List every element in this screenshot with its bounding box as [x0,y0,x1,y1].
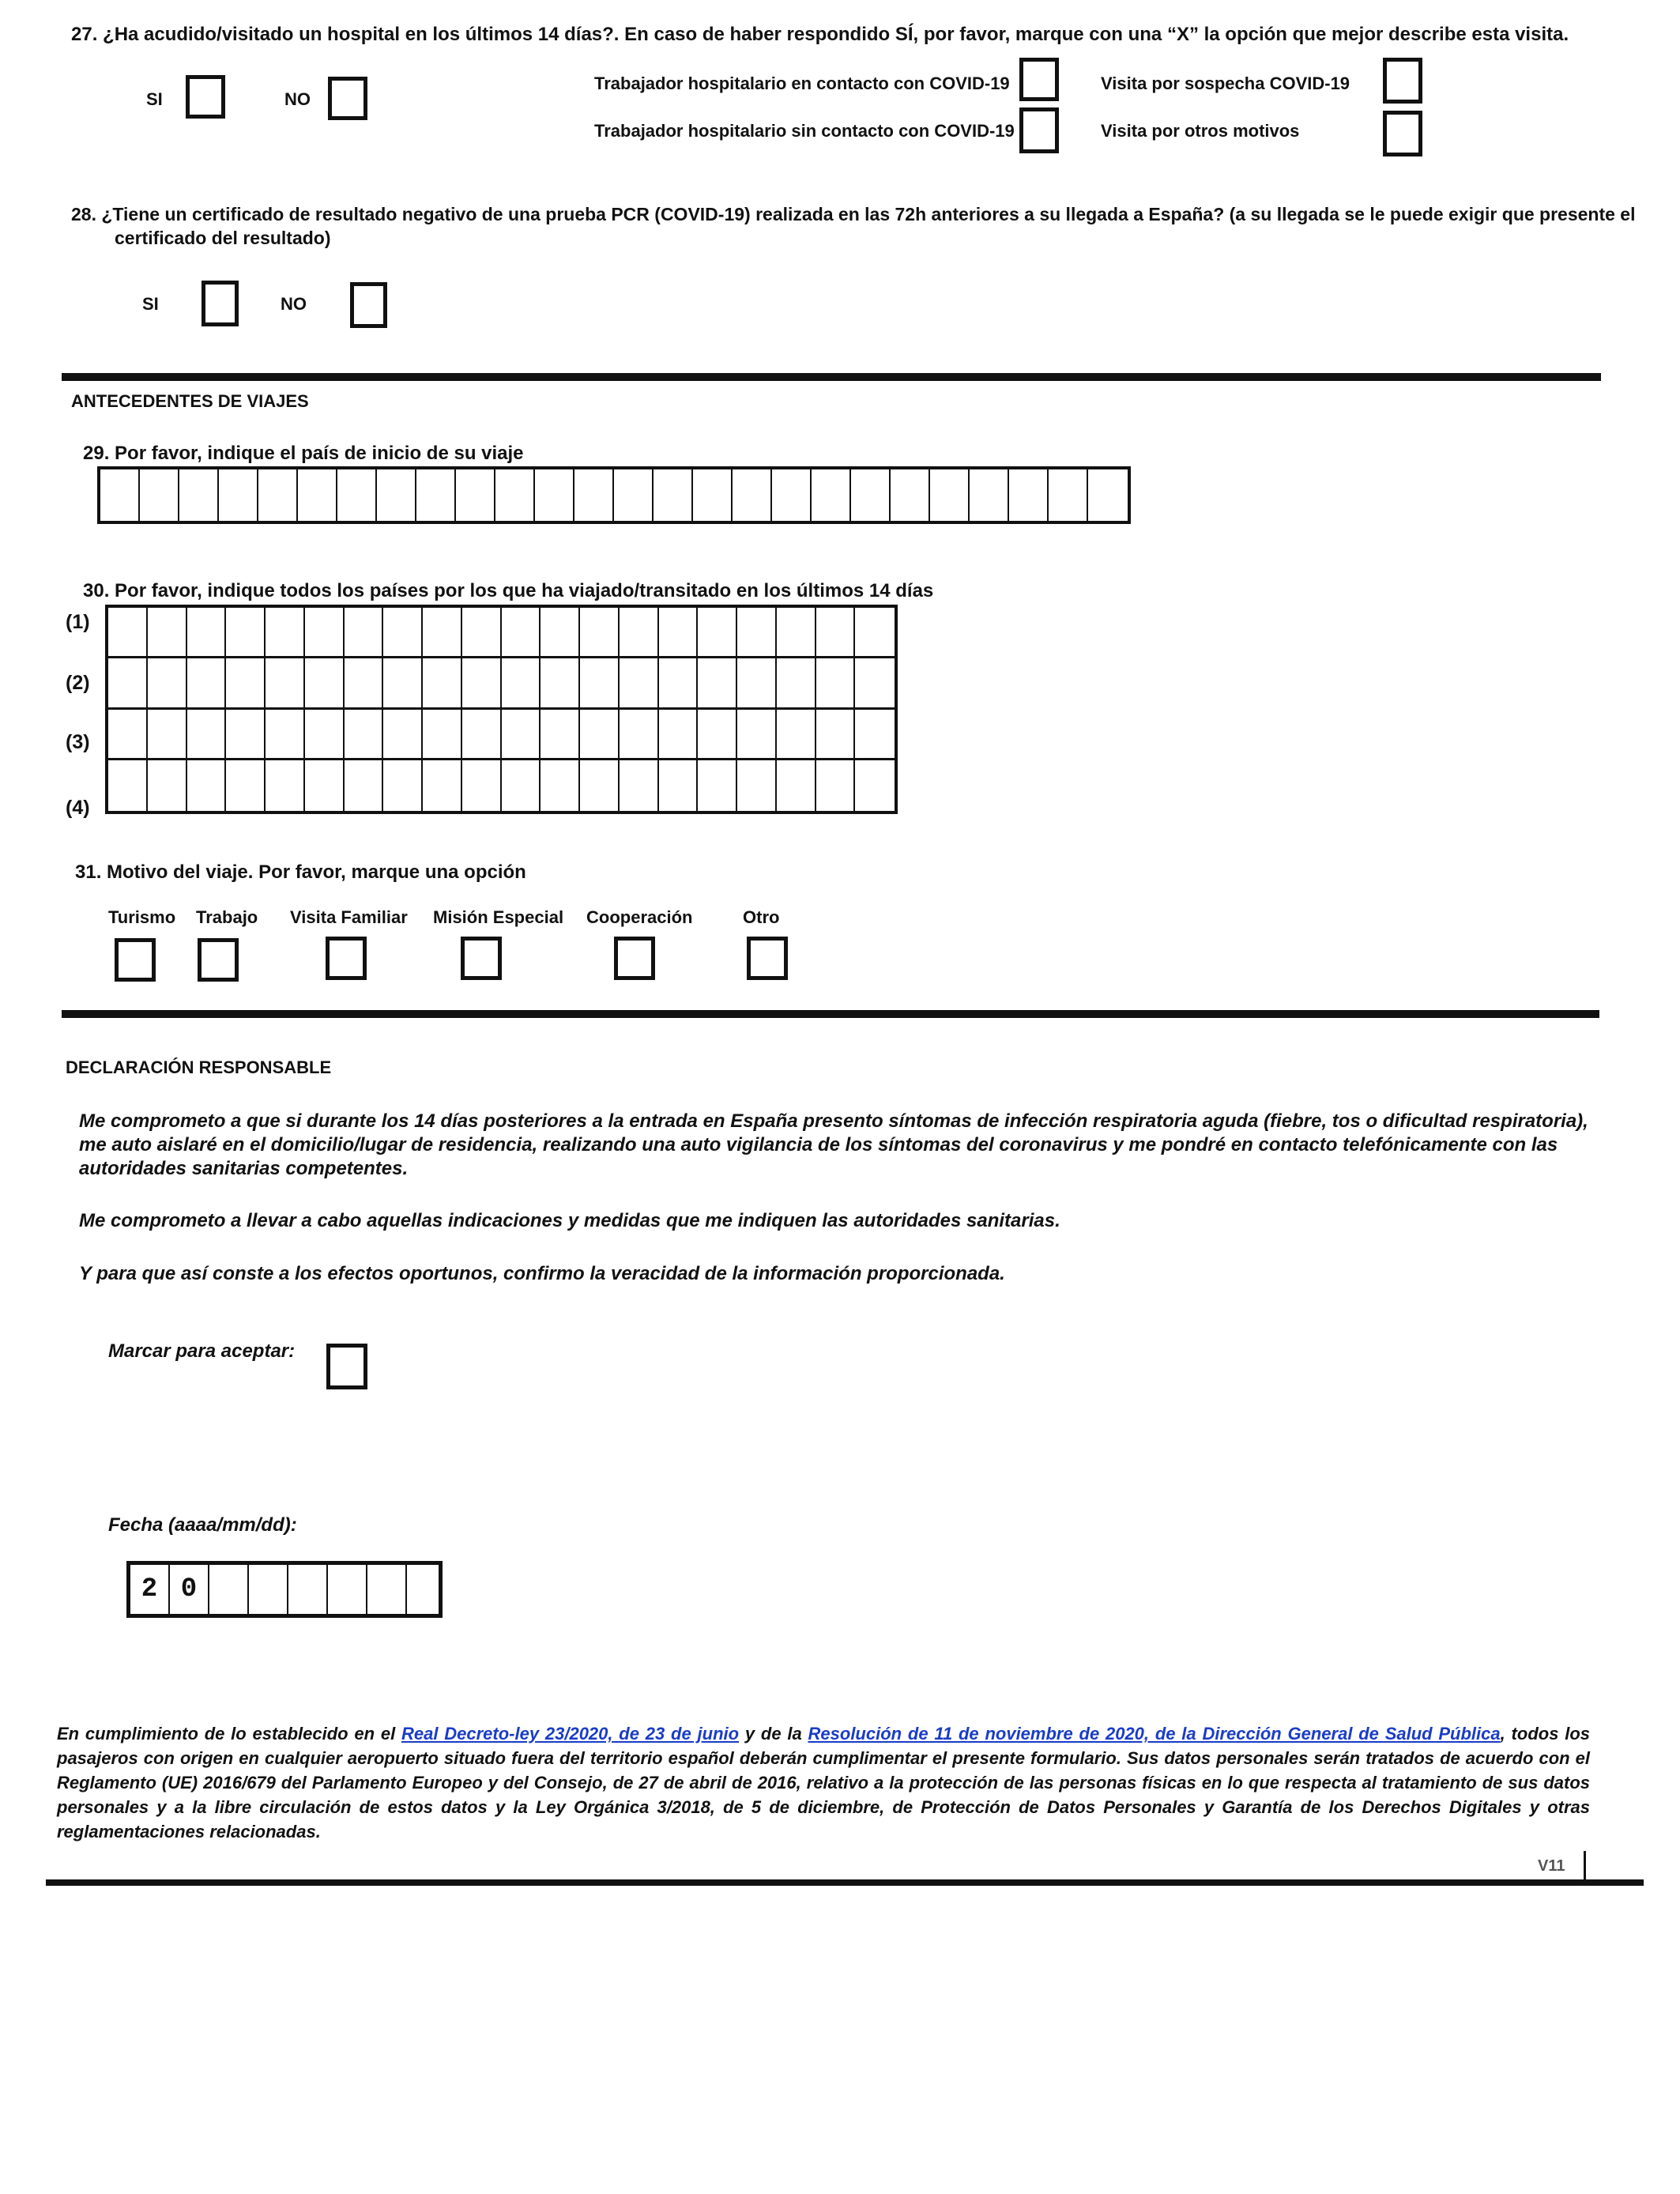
reason-label-cooperation: Cooperación [586,907,693,927]
letter-box[interactable] [659,658,699,707]
q30-row-label-4: (4) [66,797,90,819]
letter-box[interactable] [148,608,187,656]
date-digit [328,1565,367,1614]
reason-checkbox-work[interactable] [198,938,239,982]
reason-label-tourism: Turismo [108,907,176,927]
letter-box[interactable] [148,658,187,707]
letter-box[interactable] [179,469,219,521]
letter-box[interactable] [502,710,541,758]
letter-box[interactable] [737,760,777,811]
legal-text-part2: y de la [739,1724,808,1744]
letter-box[interactable] [737,710,777,758]
letter-box[interactable] [1009,469,1049,521]
letter-box[interactable] [580,608,620,656]
letter-box[interactable] [1088,469,1128,521]
letter-box[interactable] [541,710,580,758]
date-digit [249,1565,288,1614]
date-digit [288,1565,328,1614]
date-digit: 0 [170,1565,209,1614]
letter-box[interactable] [659,710,699,758]
letter-box[interactable] [541,658,580,707]
q29-country-input[interactable] [97,466,1131,524]
letter-box[interactable] [659,608,699,656]
version-tick [1584,1851,1586,1879]
letter-box[interactable] [187,760,227,811]
accept-checkbox[interactable] [326,1344,367,1389]
letter-box[interactable] [266,710,305,758]
letter-box[interactable] [777,658,816,707]
q27-option-worker-contact-label: Trabajador hospitalario en contacto con COVID-19 [594,74,1010,93]
letter-box[interactable] [654,469,693,521]
section-divider [62,373,1601,381]
letter-box[interactable] [574,469,614,521]
letter-box[interactable] [377,469,416,521]
letter-box[interactable] [816,658,856,707]
letter-box[interactable] [456,469,495,521]
letter-box[interactable] [502,608,541,656]
q27-option-worker-contact-checkbox[interactable] [1019,58,1059,101]
letter-box[interactable] [541,760,580,811]
letter-box[interactable] [462,608,502,656]
letter-box[interactable] [659,760,699,811]
reason-checkbox-special-mission[interactable] [461,937,502,980]
letter-box[interactable] [930,469,970,521]
country-row-input[interactable] [108,710,895,760]
q27-yes-checkbox[interactable] [186,75,225,119]
letter-box[interactable] [187,608,227,656]
legal-text-part1: En cumplimiento de lo establecido en el [57,1724,401,1744]
letter-box[interactable] [226,760,266,811]
letter-box[interactable] [737,658,777,707]
letter-box[interactable] [423,710,462,758]
letter-box[interactable] [620,658,659,707]
letter-box[interactable] [620,608,659,656]
letter-box[interactable] [816,710,856,758]
declaration-section-title: DECLARACIÓN RESPONSABLE [66,1057,332,1077]
reason-checkbox-family[interactable] [326,937,367,980]
letter-box[interactable] [772,469,812,521]
reason-checkbox-tourism[interactable] [115,938,156,982]
letter-box[interactable] [100,469,140,521]
letter-box[interactable] [266,608,305,656]
q27-option-suspicion-label: Visita por sospecha COVID-19 [1101,74,1350,93]
letter-box[interactable] [614,469,654,521]
letter-box[interactable] [305,760,345,811]
letter-box[interactable] [226,608,266,656]
letter-box[interactable] [345,760,384,811]
q28-yes-checkbox[interactable] [202,281,239,326]
country-row-input[interactable] [108,658,895,709]
letter-box[interactable] [812,469,851,521]
q28-no-label: NO [281,294,307,314]
letter-box[interactable] [698,710,737,758]
letter-box[interactable] [423,760,462,811]
letter-box[interactable] [305,608,345,656]
date-label: Fecha (aaaa/mm/dd): [108,1514,297,1536]
letter-box[interactable] [423,608,462,656]
letter-box[interactable] [733,469,772,521]
letter-box[interactable] [777,608,816,656]
letter-box[interactable] [502,760,541,811]
legal-notice [57,1721,1590,1844]
q30-row-label-3: (3) [66,731,90,753]
letter-box[interactable] [108,710,148,758]
letter-box[interactable] [345,658,384,707]
letter-box[interactable] [816,608,856,656]
q28-question-line1: 28. ¿Tiene un certificado de resultado negativo de una prueba PCR (COVID-19) realizada en las 72h anteriores a su llegada a España? (a su llegada se le puede exigir que presente el [71,204,1636,224]
letter-box[interactable] [258,469,298,521]
letter-box[interactable] [345,608,384,656]
reason-label-family: Visita Familiar [290,907,408,927]
reason-checkbox-other[interactable] [747,937,788,980]
letter-box[interactable] [891,469,930,521]
q27-option-suspicion-checkbox[interactable] [1383,58,1422,104]
reason-label-other: Otro [743,907,780,927]
letter-box[interactable] [148,760,187,811]
letter-box[interactable] [693,469,733,521]
letter-box[interactable] [462,710,502,758]
q30-row-label-1: (1) [66,611,90,633]
letter-box[interactable] [219,469,258,521]
letter-box[interactable] [226,658,266,707]
section-divider [62,1010,1599,1018]
footer-divider [46,1879,1644,1886]
letter-box[interactable] [383,658,423,707]
letter-box[interactable] [108,608,148,656]
letter-box[interactable] [108,658,148,707]
q30-question: 30. Por favor, indique todos los países por los que ha viajado/transitado en los últimos 14 días [83,580,934,601]
letter-box[interactable] [383,608,423,656]
letter-box[interactable] [851,469,891,521]
letter-box[interactable] [462,760,502,811]
travel-section-title: ANTECEDENTES DE VIAJES [71,391,309,411]
legal-text-part3: , todos los pasajeros con origen en cualquier aeropuerto situado fuera del territorio español deberán cumplimentar el presente formulario. Sus datos personales serán tratados de acuerdo con el Reglamento (UE) 2016/679 del Parlamento Europeo y del Consejo, de 27 de abril de 2016, relativo a la protección de las personas físicas en lo que respecta al tratamiento de sus datos personales y a la libre circulación de estos datos y la Ley Orgánica 3/2018, de 5 de diciembre, de Protección de Datos Personales y Garantía de los Derechos Digitales y otras reglamentaciones relacionadas. [57,1724,1591,1842]
letter-box[interactable] [140,469,179,521]
letter-box[interactable] [416,469,456,521]
letter-box[interactable] [580,760,620,811]
q28-yes-label: SI [142,294,159,314]
letter-box[interactable] [1049,469,1088,521]
reason-label-work: Trabajo [196,907,258,927]
date-input[interactable] [126,1561,443,1618]
letter-box[interactable] [855,760,895,811]
q30-row-label-2: (2) [66,672,90,694]
letter-box[interactable] [187,658,227,707]
letter-box[interactable] [855,608,895,656]
letter-box[interactable] [266,658,305,707]
real-decreto-link[interactable]: Real Decreto-ley 23/2020, de 23 de junio [401,1724,740,1744]
letter-box[interactable] [777,760,816,811]
date-digit [209,1565,249,1614]
letter-box[interactable] [305,658,345,707]
q27-option-other-label: Visita por otros motivos [1101,121,1300,141]
letter-box[interactable] [298,469,337,521]
letter-box[interactable] [337,469,377,521]
declaration-paragraph-3: Y para que así conste a los efectos oportunos, confirmo la veracidad de la información proporcionada. [79,1263,1005,1284]
date-digit [407,1565,439,1614]
letter-box[interactable] [620,710,659,758]
resolucion-link[interactable]: Resolución de 11 de noviembre de 2020, de la Dirección General de Salud Pública [808,1724,1501,1744]
letter-box[interactable] [698,658,737,707]
letter-box[interactable] [148,710,187,758]
letter-box[interactable] [698,760,737,811]
letter-box[interactable] [580,658,620,707]
date-digit: 2 [130,1565,170,1614]
date-digit [367,1565,407,1614]
letter-box[interactable] [777,710,816,758]
letter-box[interactable] [495,469,535,521]
letter-box[interactable] [816,760,856,811]
letter-box[interactable] [423,658,462,707]
country-row-input[interactable] [108,608,895,658]
letter-box[interactable] [535,469,574,521]
q27-no-label: NO [284,89,311,109]
declaration-paragraph-2: Me comprometo a llevar a cabo aquellas indicaciones y medidas que me indiquen las autoridades sanitarias. [79,1210,1060,1231]
accept-label: Marcar para aceptar: [108,1340,296,1362]
letter-box[interactable] [737,608,777,656]
letter-box[interactable] [383,760,423,811]
q28-no-checkbox[interactable] [350,282,387,328]
q27-question: 27. ¿Ha acudido/visitado un hospital en los últimos 14 días?. En caso de haber respondido SÍ, por favor, marque con una “X” la opción que mejor describe esta visita. [71,24,1569,45]
letter-box[interactable] [108,760,148,811]
country-row-input[interactable] [108,760,895,811]
letter-box[interactable] [226,710,266,758]
declaration-paragraph-1: Me comprometo a que si durante los 14 días posteriores a la entrada en España presento síntomas de infección respiratoria aguda (fiebre, tos o dificultad respiratoria), me auto aislaré en el domicilio/lugar de residencia, realizando una auto vigilancia de los síntomas del coronavirus y me pondré en contacto telefónicamente con las autoridades sanitarias competentes. [79,1110,1588,1179]
letter-box[interactable] [502,658,541,707]
q30-countries-grid [105,605,898,814]
letter-box[interactable] [187,710,227,758]
q28-question-line2: certificado del resultado) [115,228,331,248]
letter-box[interactable] [266,760,305,811]
q31-question: 31. Motivo del viaje. Por favor, marque una opción [75,861,526,883]
q27-yes-label: SI [146,89,163,109]
q27-option-worker-nocontact-label: Trabajador hospitalario sin contacto con COVID-19 [594,121,1015,141]
letter-box[interactable] [970,469,1009,521]
q29-question: 29. Por favor, indique el país de inicio de su viaje [83,443,524,464]
version-label: V11 [1538,1857,1565,1875]
letter-box[interactable] [620,760,659,811]
q27-option-worker-nocontact-checkbox[interactable] [1019,107,1059,153]
letter-box[interactable] [855,710,895,758]
letter-box[interactable] [462,658,502,707]
letter-box[interactable] [580,710,620,758]
q27-option-other-checkbox[interactable] [1383,111,1422,156]
reason-label-special-mission: Misión Especial [433,907,564,927]
letter-box[interactable] [383,710,423,758]
q27-no-checkbox[interactable] [328,77,367,120]
letter-box[interactable] [345,710,384,758]
letter-box[interactable] [855,658,895,707]
letter-box[interactable] [698,608,737,656]
reason-checkbox-cooperation[interactable] [614,937,655,980]
letter-box[interactable] [305,710,345,758]
letter-box[interactable] [541,608,580,656]
